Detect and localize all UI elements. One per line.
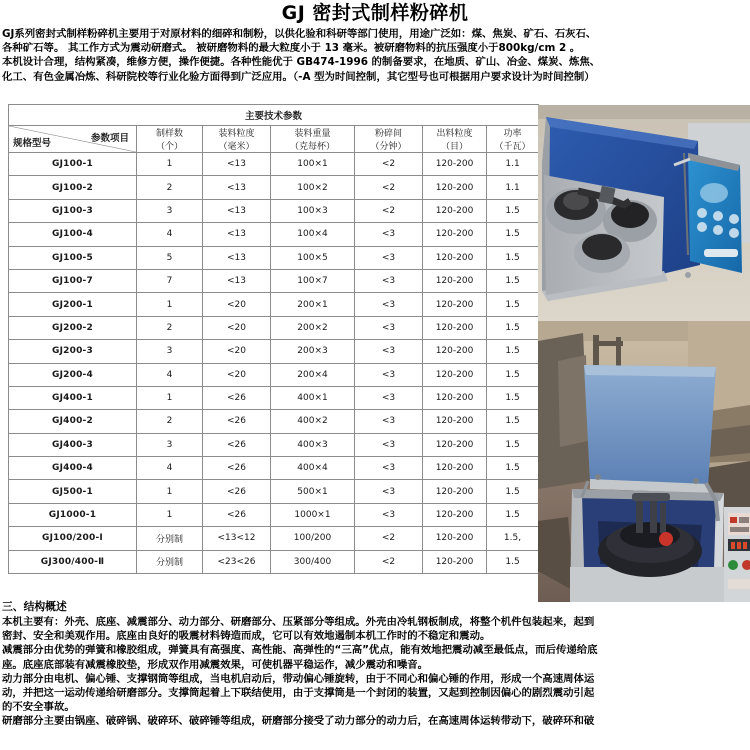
cell-out-size: 120-200: [423, 386, 487, 409]
table-row: [9, 340, 539, 363]
cell-time: <2: [355, 176, 423, 199]
cell-out-size: 120-200: [423, 433, 487, 456]
intro-line: 化工、有色金属冶炼、科研院校等行业化验方面得到广泛应用。（-A 型为时间控制，其它型号也可根据用户要求设计为时间控制）: [2, 70, 595, 83]
cell-model: GJ400-4: [9, 457, 137, 480]
cell-power: 1.5: [487, 433, 539, 456]
header-corner-cell: [9, 126, 137, 153]
cell-out-size: 120-200: [423, 527, 487, 550]
cell-time: <3: [355, 386, 423, 409]
paragraph-line: 的不安全事故。: [2, 701, 75, 714]
cell-feed-size: <13: [203, 269, 271, 292]
column-header-count: [137, 126, 203, 153]
cell-out-size: 120-200: [423, 316, 487, 339]
page-title: [0, 0, 750, 25]
paragraph-line: 动，并把这一运动传递给研磨部分。支撑筒起着上下联结使用，由于支撑筒是一个封闭的装置，又起到控制因偏心的剧烈震动引起: [2, 687, 595, 700]
header-parameter-label: 参数项目: [90, 133, 129, 144]
table-caption-row: [9, 105, 539, 126]
cell-model: GJ400-1: [9, 386, 137, 409]
column-header-load: [271, 126, 355, 153]
cell-feed-size: <20: [203, 340, 271, 363]
cell-load: 100×4: [271, 223, 355, 246]
table-row: [9, 480, 539, 503]
structure-paragraph-2: [2, 643, 748, 671]
cell-load: 200×4: [271, 363, 355, 386]
column-header-unit: （毫米）: [218, 142, 255, 152]
table-row: [9, 153, 539, 176]
column-header-name: 功率: [503, 129, 522, 139]
paragraph-line: 本机主要有：外壳、底座、减震部分、动力部分、研磨部分、压紧部分等组成。外壳由冷轧钢板制成，将整个机件包装起来，起到: [2, 616, 595, 628]
cell-time: <3: [355, 223, 423, 246]
table-row: [9, 223, 539, 246]
cell-load: 100×3: [271, 199, 355, 222]
cell-count: 2: [137, 410, 203, 433]
cell-power: 1.5: [487, 386, 539, 409]
cell-time: <3: [355, 246, 423, 269]
cell-time: <2: [355, 199, 423, 222]
cell-feed-size: <20: [203, 363, 271, 386]
cell-model: GJ300/400-Ⅱ: [9, 550, 137, 573]
cell-time: <3: [355, 269, 423, 292]
cell-time: <3: [355, 363, 423, 386]
cell-feed-size: <13: [203, 176, 271, 199]
cell-count: 4: [137, 223, 203, 246]
cell-power: 1.5: [487, 316, 539, 339]
cell-feed-size: <13: [203, 246, 271, 269]
cell-load: 400×2: [271, 410, 355, 433]
cell-model: GJ400-3: [9, 433, 137, 456]
table-row: [9, 246, 539, 269]
intro-line: 各种矿石等。 其工作方式为震动研磨式。 被研磨物料的最大粒度小于 13 毫米。被研磨物料的抗压强度小于800kg/cm 2 。: [2, 42, 581, 55]
cell-out-size: 120-200: [423, 550, 487, 573]
column-header-unit: （分钟）: [370, 142, 407, 152]
cell-load: 1000×1: [271, 503, 355, 526]
cell-feed-size: <26: [203, 503, 271, 526]
cell-out-size: 120-200: [423, 503, 487, 526]
cell-count: 3: [137, 433, 203, 456]
cell-load: 100×7: [271, 269, 355, 292]
cell-time: <2: [355, 550, 423, 573]
cell-out-size: 120-200: [423, 199, 487, 222]
cell-count: 1: [137, 293, 203, 316]
column-header-power: [487, 126, 539, 153]
cell-out-size: 120-200: [423, 153, 487, 176]
product-photo-workshop-machine: [538, 321, 750, 602]
table-row: [9, 316, 539, 339]
cell-count: 分别制: [137, 550, 203, 573]
column-header-time: [355, 126, 423, 153]
column-header-name: 装料粒度: [218, 129, 255, 139]
structure-paragraph-4: [2, 714, 748, 728]
cell-power: 1.5: [487, 503, 539, 526]
cell-time: <3: [355, 457, 423, 480]
table-row: [9, 293, 539, 316]
cell-power: 1.5: [487, 480, 539, 503]
table-row: [9, 527, 539, 550]
column-header-name: 装料重量: [294, 129, 331, 139]
cell-time: <3: [355, 503, 423, 526]
page-title-text: 密封式制样粉碎机: [312, 2, 469, 24]
cell-count: 2: [137, 176, 203, 199]
cell-load: 100/200: [271, 527, 355, 550]
cell-count: 4: [137, 363, 203, 386]
structure-section: [2, 600, 748, 729]
cell-model: GJ100/200-Ⅰ: [9, 527, 137, 550]
table-row: [9, 433, 539, 456]
cell-power: 1.1: [487, 176, 539, 199]
cell-time: <3: [355, 480, 423, 503]
cell-power: 1.5: [487, 363, 539, 386]
spec-table-container: [8, 104, 538, 574]
cell-model: GJ100-2: [9, 176, 137, 199]
cell-time: <2: [355, 527, 423, 550]
cell-model: GJ200-4: [9, 363, 137, 386]
column-header-out-size: [423, 126, 487, 153]
cell-load: 500×1: [271, 480, 355, 503]
cell-power: 1.5: [487, 457, 539, 480]
cell-count: 3: [137, 340, 203, 363]
column-header-name: 出料粒度: [436, 129, 473, 139]
cell-power: 1.5: [487, 410, 539, 433]
cell-out-size: 120-200: [423, 246, 487, 269]
cell-out-size: 120-200: [423, 340, 487, 363]
intro-paragraph: [0, 25, 750, 84]
cell-model: GJ100-3: [9, 199, 137, 222]
cell-feed-size: <26: [203, 457, 271, 480]
cell-out-size: 120-200: [423, 269, 487, 292]
cell-load: 100×2: [271, 176, 355, 199]
cell-model: GJ200-2: [9, 316, 137, 339]
column-header-feed-size: [203, 126, 271, 153]
cell-power: 1.5: [487, 223, 539, 246]
cell-count: 4: [137, 457, 203, 480]
cell-load: 300/400: [271, 550, 355, 573]
table-row: [9, 199, 539, 222]
structure-paragraph-3: [2, 672, 748, 715]
cell-count: 3: [137, 199, 203, 222]
table-header-row: [9, 126, 539, 153]
cell-load: 200×3: [271, 340, 355, 363]
cell-model: GJ100-5: [9, 246, 137, 269]
cell-load: 100×5: [271, 246, 355, 269]
paragraph-line: 减震部分由优势的弹簧和橡胶组成，弹簧具有高强度、高性能、高弹性的“三高”优点，能有效地把震动减至最低点，而后传递给底: [2, 644, 598, 657]
table-row: [9, 550, 539, 573]
cell-model: GJ200-1: [9, 293, 137, 316]
cell-out-size: 120-200: [423, 176, 487, 199]
paragraph-line: 动力部分由电机、偏心锤、支撑钢筒等组成，当电机启动后，带动偏心锤旋转，由于不同心和偏心锤的作用，形成一个高速周体运: [2, 672, 595, 685]
table-row: [9, 176, 539, 199]
table-row: [9, 386, 539, 409]
photo-open-machine-graphic: [538, 105, 750, 321]
cell-power: 1.5: [487, 269, 539, 292]
paragraph-line: 密封、安全和美观作用。底座由良好的吸震材料铸造而成，它可以有效地遏制本机工作时的不稳定和震动。: [2, 630, 491, 643]
page-title-prefix: GJ: [281, 2, 306, 24]
cell-out-size: 120-200: [423, 410, 487, 433]
cell-load: 400×4: [271, 457, 355, 480]
cell-count: 分别制: [137, 527, 203, 550]
cell-count: 5: [137, 246, 203, 269]
column-header-unit: （千瓦）: [494, 142, 531, 152]
cell-feed-size: <20: [203, 293, 271, 316]
cell-feed-size: <26: [203, 480, 271, 503]
cell-out-size: 120-200: [423, 480, 487, 503]
column-header-name: 粉碎间: [374, 129, 402, 139]
cell-model: GJ100-1: [9, 153, 137, 176]
cell-out-size: 120-200: [423, 223, 487, 246]
paragraph-line: 研磨部分主要由锅座、破碎锅、破碎环、破碎锤等组成，研磨部分接受了动力部分的动力后，在高速周体运转带动下，破碎环和破: [2, 715, 595, 728]
cell-power: 1.5: [487, 199, 539, 222]
cell-feed-size: <26: [203, 386, 271, 409]
cell-time: <2: [355, 153, 423, 176]
cell-load: 200×1: [271, 293, 355, 316]
cell-time: <3: [355, 340, 423, 363]
column-header-unit: （个）: [155, 142, 183, 152]
cell-power: 1.5: [487, 550, 539, 573]
column-header-unit: （目）: [440, 142, 468, 152]
cell-count: 1: [137, 480, 203, 503]
table-row: [9, 410, 539, 433]
table-row: [9, 363, 539, 386]
cell-model: GJ100-4: [9, 223, 137, 246]
column-header-unit: （克每杯）: [289, 142, 335, 152]
cell-count: 1: [137, 386, 203, 409]
table-row: [9, 457, 539, 480]
cell-count: 2: [137, 316, 203, 339]
cell-power: 1.1: [487, 153, 539, 176]
cell-model: GJ500-1: [9, 480, 137, 503]
cell-power: 1.5: [487, 340, 539, 363]
cell-power: 1.5: [487, 246, 539, 269]
cell-feed-size: <13: [203, 223, 271, 246]
cell-feed-size: <20: [203, 316, 271, 339]
cell-load: 100×1: [271, 153, 355, 176]
intro-line: 本机设计合理，结构紧凑，维修方便，操作便捷。各种性能优于 GB474-1996 的制备要求，在地质、矿山、冶金、煤炭、炼焦、: [2, 56, 601, 69]
cell-model: GJ100-7: [9, 269, 137, 292]
product-photo-open-machine: [538, 105, 750, 321]
cell-time: <3: [355, 293, 423, 316]
cell-feed-size: <26: [203, 433, 271, 456]
cell-feed-size: <26: [203, 410, 271, 433]
cell-out-size: 120-200: [423, 457, 487, 480]
header-model-label: 规格型号: [13, 138, 52, 149]
cell-power: 1.5,: [487, 527, 539, 550]
cell-load: 200×2: [271, 316, 355, 339]
paragraph-line: 座。底座底部装有减震橡胶垫，形成双作用减震效果，可使机器平稳运作，减少震动和噪音。: [2, 658, 429, 671]
cell-power: 1.5: [487, 293, 539, 316]
cell-model: GJ1000-1: [9, 503, 137, 526]
cell-time: <3: [355, 410, 423, 433]
cell-load: 400×3: [271, 433, 355, 456]
structure-paragraph-1: [2, 615, 748, 643]
spec-table-caption: 主要技术参数: [9, 105, 539, 126]
cell-count: 1: [137, 153, 203, 176]
spec-table: [8, 104, 539, 574]
cell-out-size: 120-200: [423, 293, 487, 316]
cell-time: <3: [355, 433, 423, 456]
intro-line: GJ系列密封式制样粉碎机主要用于对原材料的细碎和制粉，以供化验和科研等部门使用，用途广泛如：煤、焦炭、矿石、石灰石、: [2, 28, 597, 40]
cell-model: GJ200-3: [9, 340, 137, 363]
cell-model: GJ400-2: [9, 410, 137, 433]
cell-feed-size: <13: [203, 153, 271, 176]
column-header-name: 制样数: [155, 129, 183, 139]
cell-load: 400×1: [271, 386, 355, 409]
cell-time: <3: [355, 316, 423, 339]
table-row: [9, 269, 539, 292]
structure-heading: 三、结构概述: [2, 600, 67, 613]
cell-count: 7: [137, 269, 203, 292]
table-row: [9, 503, 539, 526]
cell-feed-size: <13<12: [203, 527, 271, 550]
cell-out-size: 120-200: [423, 363, 487, 386]
cell-feed-size: <13: [203, 199, 271, 222]
photo-workshop-machine-graphic: [538, 321, 750, 602]
cell-feed-size: <23<26: [203, 550, 271, 573]
cell-count: 1: [137, 503, 203, 526]
